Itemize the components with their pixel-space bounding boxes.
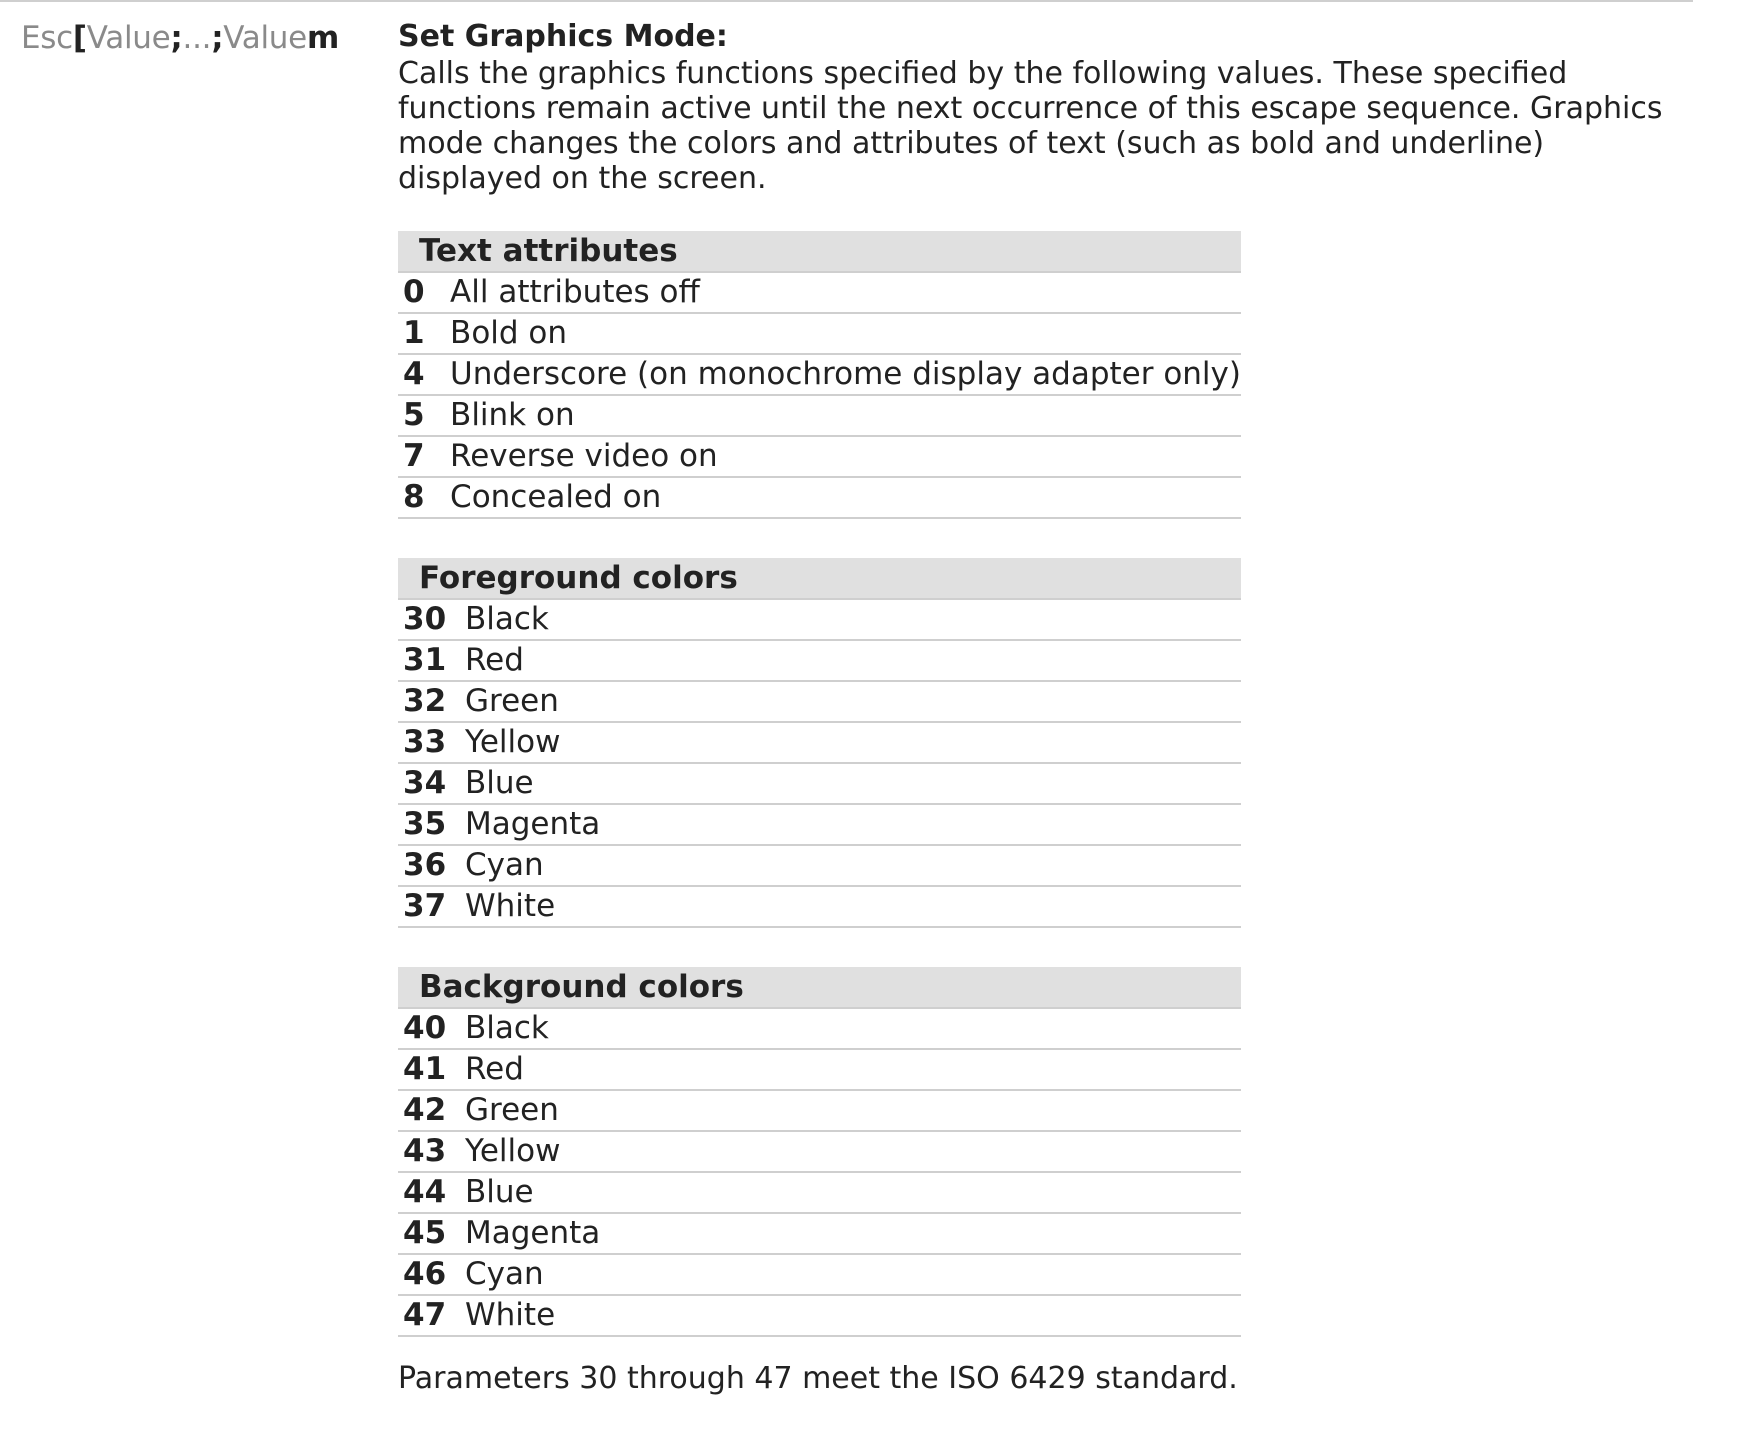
table-row	[398, 1295, 1241, 1336]
label-cell: Red	[465, 1049, 1241, 1090]
label-cell: Reverse video on	[450, 436, 1241, 477]
table-row	[398, 1254, 1241, 1295]
label-cell: White	[465, 886, 1241, 927]
code-cell: 42	[398, 1090, 465, 1131]
code-cell: 34	[398, 763, 465, 804]
table-row	[398, 1049, 1241, 1090]
code-cell: 32	[398, 681, 465, 722]
ellipsis: ...	[182, 20, 212, 56]
bracket-symbol: [	[72, 20, 87, 56]
label-cell: Black	[465, 599, 1241, 640]
label-cell: Bold on	[450, 313, 1241, 354]
code-cell: 35	[398, 804, 465, 845]
table-row	[398, 1090, 1241, 1131]
table-row	[398, 804, 1241, 845]
value-placeholder-1: Value	[86, 20, 171, 56]
label-cell: Blue	[465, 1172, 1241, 1213]
table-row	[398, 1008, 1241, 1049]
table-row	[398, 272, 1241, 313]
label-cell: Blue	[465, 763, 1241, 804]
label-cell: Underscore (on monochrome display adapter only)	[450, 354, 1241, 395]
code-cell: 37	[398, 886, 465, 927]
code-cell: 1	[398, 313, 450, 354]
label-cell: White	[465, 1295, 1241, 1336]
label-cell: Cyan	[465, 845, 1241, 886]
code-cell: 5	[398, 395, 450, 436]
footer-note: Parameters 30 through 47 meet the ISO 6429 standard.	[398, 1361, 1238, 1396]
table-row	[398, 599, 1241, 640]
table-row	[398, 640, 1241, 681]
table-row	[398, 395, 1241, 436]
code-cell: 33	[398, 722, 465, 763]
code-cell: 30	[398, 599, 465, 640]
table-row	[398, 681, 1241, 722]
background-colors-table	[398, 967, 1241, 1337]
label-cell: Yellow	[465, 722, 1241, 763]
code-cell: 4	[398, 354, 450, 395]
label-cell: Yellow	[465, 1131, 1241, 1172]
label-cell: Black	[465, 1008, 1241, 1049]
table-header: Text attributes	[398, 231, 1241, 272]
label-cell: Green	[465, 681, 1241, 722]
table-row	[398, 477, 1241, 518]
table-row	[398, 845, 1241, 886]
text-attributes-table	[398, 231, 1241, 519]
table-row	[398, 313, 1241, 354]
table-header: Background colors	[398, 967, 1241, 1008]
code-cell: 7	[398, 436, 450, 477]
separator-2: ;	[211, 20, 224, 56]
code-cell: 46	[398, 1254, 465, 1295]
code-cell: 36	[398, 845, 465, 886]
code-cell: 0	[398, 272, 450, 313]
definition-content	[398, 18, 1698, 1398]
escape-sequence-syntax	[21, 18, 339, 58]
label-cell: Red	[465, 640, 1241, 681]
table-row	[398, 722, 1241, 763]
table-row	[398, 886, 1241, 927]
code-cell: 31	[398, 640, 465, 681]
value-placeholder-2: Value	[223, 20, 307, 56]
label-cell: Magenta	[465, 804, 1241, 845]
separator-1: ;	[170, 20, 183, 56]
table-row	[398, 1131, 1241, 1172]
table-row	[398, 1213, 1241, 1254]
code-cell: 41	[398, 1049, 465, 1090]
label-cell: Cyan	[465, 1254, 1241, 1295]
code-cell: 43	[398, 1131, 465, 1172]
label-cell: Magenta	[465, 1213, 1241, 1254]
table-row	[398, 1172, 1241, 1213]
section-description: Calls the graphics functions specified by the following values. These specified functions remain active until the next occurrence of this escape sequence. Graphics mode changes the colors and attributes of text (such as bold and underline) displayed on the screen.	[398, 56, 1663, 196]
label-cell: All attributes off	[450, 272, 1241, 313]
foreground-colors-table	[398, 558, 1241, 928]
label-cell: Blink on	[450, 395, 1241, 436]
table-row	[398, 354, 1241, 395]
code-cell: 45	[398, 1213, 465, 1254]
terminator-symbol: m	[306, 20, 339, 56]
label-cell: Green	[465, 1090, 1241, 1131]
table-header: Foreground colors	[398, 558, 1241, 599]
code-cell: 44	[398, 1172, 465, 1213]
esc-literal: Esc	[21, 20, 73, 56]
table-row	[398, 436, 1241, 477]
label-cell: Concealed on	[450, 477, 1241, 518]
code-cell: 47	[398, 1295, 465, 1336]
top-divider	[0, 0, 1693, 2]
table-row	[398, 763, 1241, 804]
section-title: Set Graphics Mode:	[398, 19, 728, 54]
code-cell: 8	[398, 477, 450, 518]
code-cell: 40	[398, 1008, 465, 1049]
